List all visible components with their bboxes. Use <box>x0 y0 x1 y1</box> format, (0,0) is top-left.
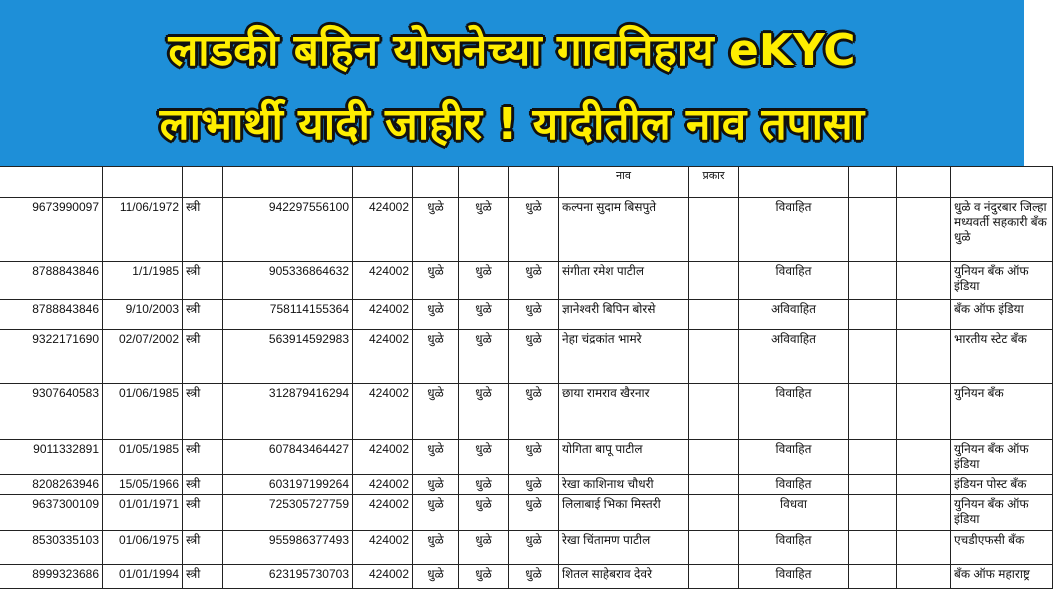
cell-gender: स्त्री <box>183 475 223 495</box>
cell-d3: धुळे <box>509 495 559 531</box>
cell-empty <box>849 198 897 262</box>
cell-gender: स्त्री <box>183 330 223 384</box>
table-row <box>0 330 1053 384</box>
cell-empty <box>897 475 951 495</box>
cell-d2: धुळे <box>459 198 509 262</box>
cell-empty <box>849 475 897 495</box>
cell-dob: 01/01/1971 <box>103 495 183 531</box>
cell-gender: स्त्री <box>183 565 223 589</box>
cell-dob: 01/01/1994 <box>103 565 183 589</box>
cell-mobile: 9322171690 <box>0 330 103 384</box>
cell-d1: धुळे <box>413 495 459 531</box>
cell-d1: धुळे <box>413 198 459 262</box>
table-row <box>0 300 1053 330</box>
cell-d1: धुळे <box>413 300 459 330</box>
cell-mobile: 9011332891 <box>0 440 103 475</box>
table-row <box>0 198 1053 262</box>
cell-status: विवाहित <box>739 384 849 440</box>
cell-bank: युनियन बँक ऑफ इंडिया <box>951 262 1053 300</box>
table-row <box>0 475 1053 495</box>
cell-mobile: 8999323686 <box>0 565 103 589</box>
cell-pin: 424002 <box>353 531 413 565</box>
cell-mobile: 9637300109 <box>0 495 103 531</box>
cell-name: शितल साहेबराव देवरे <box>559 565 689 589</box>
cell-status: अविवाहित <box>739 300 849 330</box>
cell-d2: धुळे <box>459 440 509 475</box>
cell-empty <box>849 330 897 384</box>
cell-dob: 15/05/1966 <box>103 475 183 495</box>
cell-empty <box>897 440 951 475</box>
cell-mobile: 8788843846 <box>0 300 103 330</box>
cell-d3: धुळे <box>509 262 559 300</box>
cell-empty <box>849 384 897 440</box>
cell-status: विधवा <box>739 495 849 531</box>
cell-empty <box>689 565 739 589</box>
cell-mobile: 8530335103 <box>0 531 103 565</box>
cell-empty <box>689 384 739 440</box>
cell-empty <box>689 531 739 565</box>
table-row <box>0 440 1053 475</box>
cell-gender: स्त्री <box>183 384 223 440</box>
cell-status: विवाहित <box>739 475 849 495</box>
cell-d1: धुळे <box>413 440 459 475</box>
cell-d3: धुळे <box>509 330 559 384</box>
cell-pin: 424002 <box>353 475 413 495</box>
cell-d2: धुळे <box>459 384 509 440</box>
cell-empty <box>849 440 897 475</box>
cell-status: विवाहित <box>739 531 849 565</box>
cell-d3: धुळे <box>509 475 559 495</box>
cell-empty <box>897 262 951 300</box>
cell-empty <box>849 531 897 565</box>
cell-empty <box>689 440 739 475</box>
cell-gender: स्त्री <box>183 440 223 475</box>
header-name: नाव <box>559 167 689 198</box>
cell-bank: धुळे व नंदुरबार जिल्हा मध्यवर्ती सहकारी बँक धुळे <box>951 198 1053 262</box>
cell-aadhaar: 563914592983 <box>223 330 353 384</box>
cell-gender: स्त्री <box>183 198 223 262</box>
cell-name: ज्ञानेश्वरी बिपिन बोरसे <box>559 300 689 330</box>
table-row <box>0 565 1053 589</box>
cell-name: छाया रामराव खैरनार <box>559 384 689 440</box>
cell-mobile: 8208263946 <box>0 475 103 495</box>
cell-d3: धुळे <box>509 565 559 589</box>
cell-status: अविवाहित <box>739 330 849 384</box>
cell-d1: धुळे <box>413 384 459 440</box>
cell-pin: 424002 <box>353 565 413 589</box>
cell-empty <box>849 300 897 330</box>
cell-d1: धुळे <box>413 531 459 565</box>
cell-pin: 424002 <box>353 262 413 300</box>
table-row <box>0 384 1053 440</box>
cell-bank: युनियन बँक ऑफ इंडिया <box>951 495 1053 531</box>
cell-empty <box>897 198 951 262</box>
cell-d3: धुळे <box>509 300 559 330</box>
cell-dob: 1/1/1985 <box>103 262 183 300</box>
cell-pin: 424002 <box>353 495 413 531</box>
cell-bank: युनियन बँक ऑफ इंडिया <box>951 440 1053 475</box>
cell-d3: धुळे <box>509 384 559 440</box>
cell-bank: एचडीएफसी बँक <box>951 531 1053 565</box>
cell-empty <box>897 300 951 330</box>
cell-empty <box>689 262 739 300</box>
cell-d1: धुळे <box>413 565 459 589</box>
banner-title-line-1: लाडकी बहिन योजनेच्या गावनिहाय eKYC <box>168 25 856 76</box>
cell-gender: स्त्री <box>183 495 223 531</box>
cell-d2: धुळे <box>459 565 509 589</box>
cell-aadhaar: 758114155364 <box>223 300 353 330</box>
cell-d1: धुळे <box>413 475 459 495</box>
cell-name: लिलाबाई भिका मिस्तरी <box>559 495 689 531</box>
cell-d2: धुळे <box>459 495 509 531</box>
cell-name: नेहा चंद्रकांत भामरे <box>559 330 689 384</box>
header-type: प्रकार <box>689 167 739 198</box>
cell-name: संगीता रमेश पाटील <box>559 262 689 300</box>
cell-d2: धुळे <box>459 262 509 300</box>
cell-d2: धुळे <box>459 531 509 565</box>
cell-dob: 01/06/1985 <box>103 384 183 440</box>
table-row <box>0 531 1053 565</box>
cell-name: कल्पना सुदाम बिसपुते <box>559 198 689 262</box>
cell-status: विवाहित <box>739 565 849 589</box>
banner-title-line-2: लाभार्थी यादी जाहीर ! यादीतील नाव तपासा <box>159 99 865 150</box>
cell-gender: स्त्री <box>183 300 223 330</box>
cell-d2: धुळे <box>459 475 509 495</box>
cell-gender: स्त्री <box>183 531 223 565</box>
table-row <box>0 262 1053 300</box>
cell-empty <box>689 495 739 531</box>
cell-name: योगिता बापू पाटील <box>559 440 689 475</box>
cell-aadhaar: 603197199264 <box>223 475 353 495</box>
cell-status: विवाहित <box>739 198 849 262</box>
cell-pin: 424002 <box>353 198 413 262</box>
cell-empty <box>689 300 739 330</box>
cell-empty <box>897 531 951 565</box>
cell-empty <box>689 330 739 384</box>
cell-d2: धुळे <box>459 330 509 384</box>
cell-bank: बँक ऑफ महाराष्ट्र <box>951 565 1053 589</box>
cell-empty <box>897 565 951 589</box>
table-header-row <box>0 167 1053 198</box>
cell-mobile: 9673990097 <box>0 198 103 262</box>
cell-dob: 9/10/2003 <box>103 300 183 330</box>
cell-mobile: 9307640583 <box>0 384 103 440</box>
cell-empty <box>849 262 897 300</box>
cell-aadhaar: 607843464427 <box>223 440 353 475</box>
title-banner <box>0 0 1024 166</box>
cell-status: विवाहित <box>739 440 849 475</box>
beneficiary-list-scan <box>0 166 1047 581</box>
cell-aadhaar: 942297556100 <box>223 198 353 262</box>
cell-aadhaar: 725305727759 <box>223 495 353 531</box>
cell-empty <box>849 565 897 589</box>
cell-dob: 01/06/1975 <box>103 531 183 565</box>
cell-pin: 424002 <box>353 384 413 440</box>
cell-dob: 11/06/1972 <box>103 198 183 262</box>
cell-empty <box>897 384 951 440</box>
cell-empty <box>897 495 951 531</box>
cell-mobile: 8788843846 <box>0 262 103 300</box>
cell-dob: 01/05/1985 <box>103 440 183 475</box>
cell-status: विवाहित <box>739 262 849 300</box>
cell-d3: धुळे <box>509 440 559 475</box>
cell-empty <box>689 198 739 262</box>
table-row <box>0 495 1053 531</box>
cell-gender: स्त्री <box>183 262 223 300</box>
cell-pin: 424002 <box>353 440 413 475</box>
cell-name: रेखा काशिनाथ चौधरी <box>559 475 689 495</box>
cell-bank: इंडियन पोस्ट बँक <box>951 475 1053 495</box>
cell-empty <box>689 475 739 495</box>
cell-bank: भारतीय स्टेट बँक <box>951 330 1053 384</box>
cell-pin: 424002 <box>353 300 413 330</box>
cell-name: रेखा चिंतामण पाटील <box>559 531 689 565</box>
cell-empty <box>849 495 897 531</box>
cell-bank: बँक ऑफ इंडिया <box>951 300 1053 330</box>
cell-pin: 424002 <box>353 330 413 384</box>
cell-aadhaar: 312879416294 <box>223 384 353 440</box>
cell-d1: धुळे <box>413 262 459 300</box>
cell-empty <box>897 330 951 384</box>
cell-bank: युनियन बँक <box>951 384 1053 440</box>
cell-d3: धुळे <box>509 531 559 565</box>
cell-d3: धुळे <box>509 198 559 262</box>
cell-d2: धुळे <box>459 300 509 330</box>
cell-aadhaar: 623195730703 <box>223 565 353 589</box>
beneficiary-table <box>0 166 1053 589</box>
cell-d1: धुळे <box>413 330 459 384</box>
cell-dob: 02/07/2002 <box>103 330 183 384</box>
cell-aadhaar: 955986377493 <box>223 531 353 565</box>
cell-aadhaar: 905336864632 <box>223 262 353 300</box>
